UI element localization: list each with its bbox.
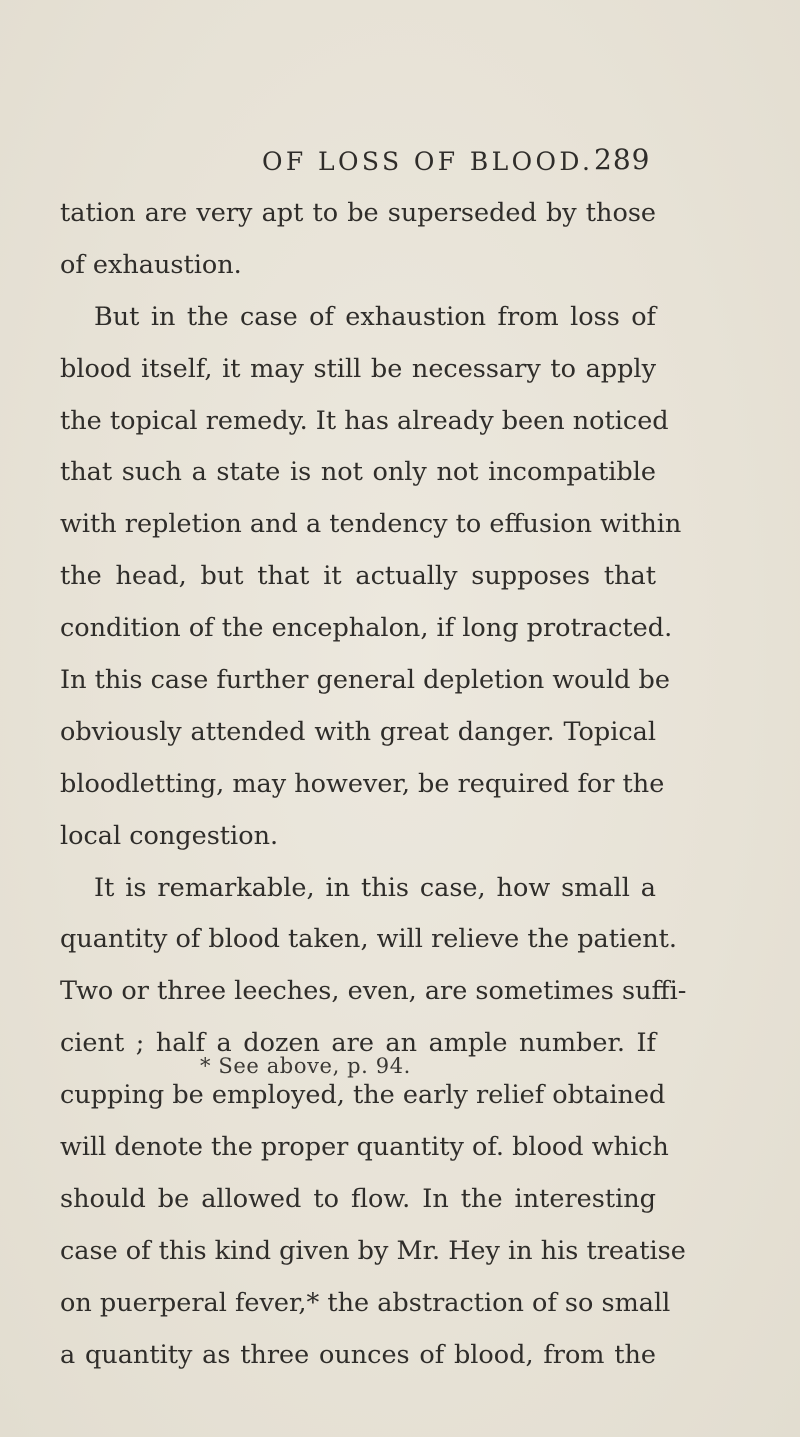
text-line: case of this kind given by Mr. Hey in his treatise xyxy=(60,1235,686,1266)
text-line: that such a state is not only not incompatible xyxy=(60,457,656,488)
text-line: cient ; half a dozen are an ample number. If xyxy=(60,1028,656,1059)
text-line: on puerperal fever,* the abstraction of so small xyxy=(60,1287,671,1318)
body-text xyxy=(60,188,687,1381)
paragraph-start-line: But in the case of exhaustion from loss of xyxy=(94,301,656,332)
running-title: OF LOSS OF BLOOD. xyxy=(262,147,594,176)
text-line: blood itself, it may still be necessary to apply xyxy=(60,353,656,384)
text-line: local congestion. xyxy=(60,820,279,851)
text-line: should be allowed to flow. In the interesting xyxy=(60,1183,656,1214)
text-line: of exhaustion. xyxy=(60,249,242,280)
text-line: the topical remedy. It has already been noticed xyxy=(60,405,669,436)
text-line: bloodletting, may however, be required for the xyxy=(60,768,665,799)
running-head xyxy=(0,143,800,186)
text-line: the head, but that it actually supposes that xyxy=(60,561,656,592)
paragraph-start-line: It is remarkable, in this case, how small a xyxy=(94,872,656,903)
text-line: In this case further general depletion would be xyxy=(60,665,670,696)
text-line: will denote the proper quantity of. blood which xyxy=(60,1132,669,1163)
text-line: with repletion and a tendency to effusion within xyxy=(60,509,682,540)
footnote: * See above, p. 94. xyxy=(200,1054,411,1078)
page-number: 289 xyxy=(594,143,651,176)
text-line: Two or three leeches, even, are sometimes suffi- xyxy=(60,976,687,1007)
text-line: obviously attended with great danger. Topical xyxy=(60,716,656,747)
text-line: cupping be employed, the early relief obtained xyxy=(60,1080,666,1111)
text-line: condition of the encephalon, if long protracted. xyxy=(60,613,673,644)
text-line: quantity of blood taken, will relieve the patient. xyxy=(60,924,678,955)
text-line: a quantity as three ounces of blood, from the xyxy=(60,1339,656,1370)
text-line: tation are very apt to be superseded by those xyxy=(60,198,656,228)
